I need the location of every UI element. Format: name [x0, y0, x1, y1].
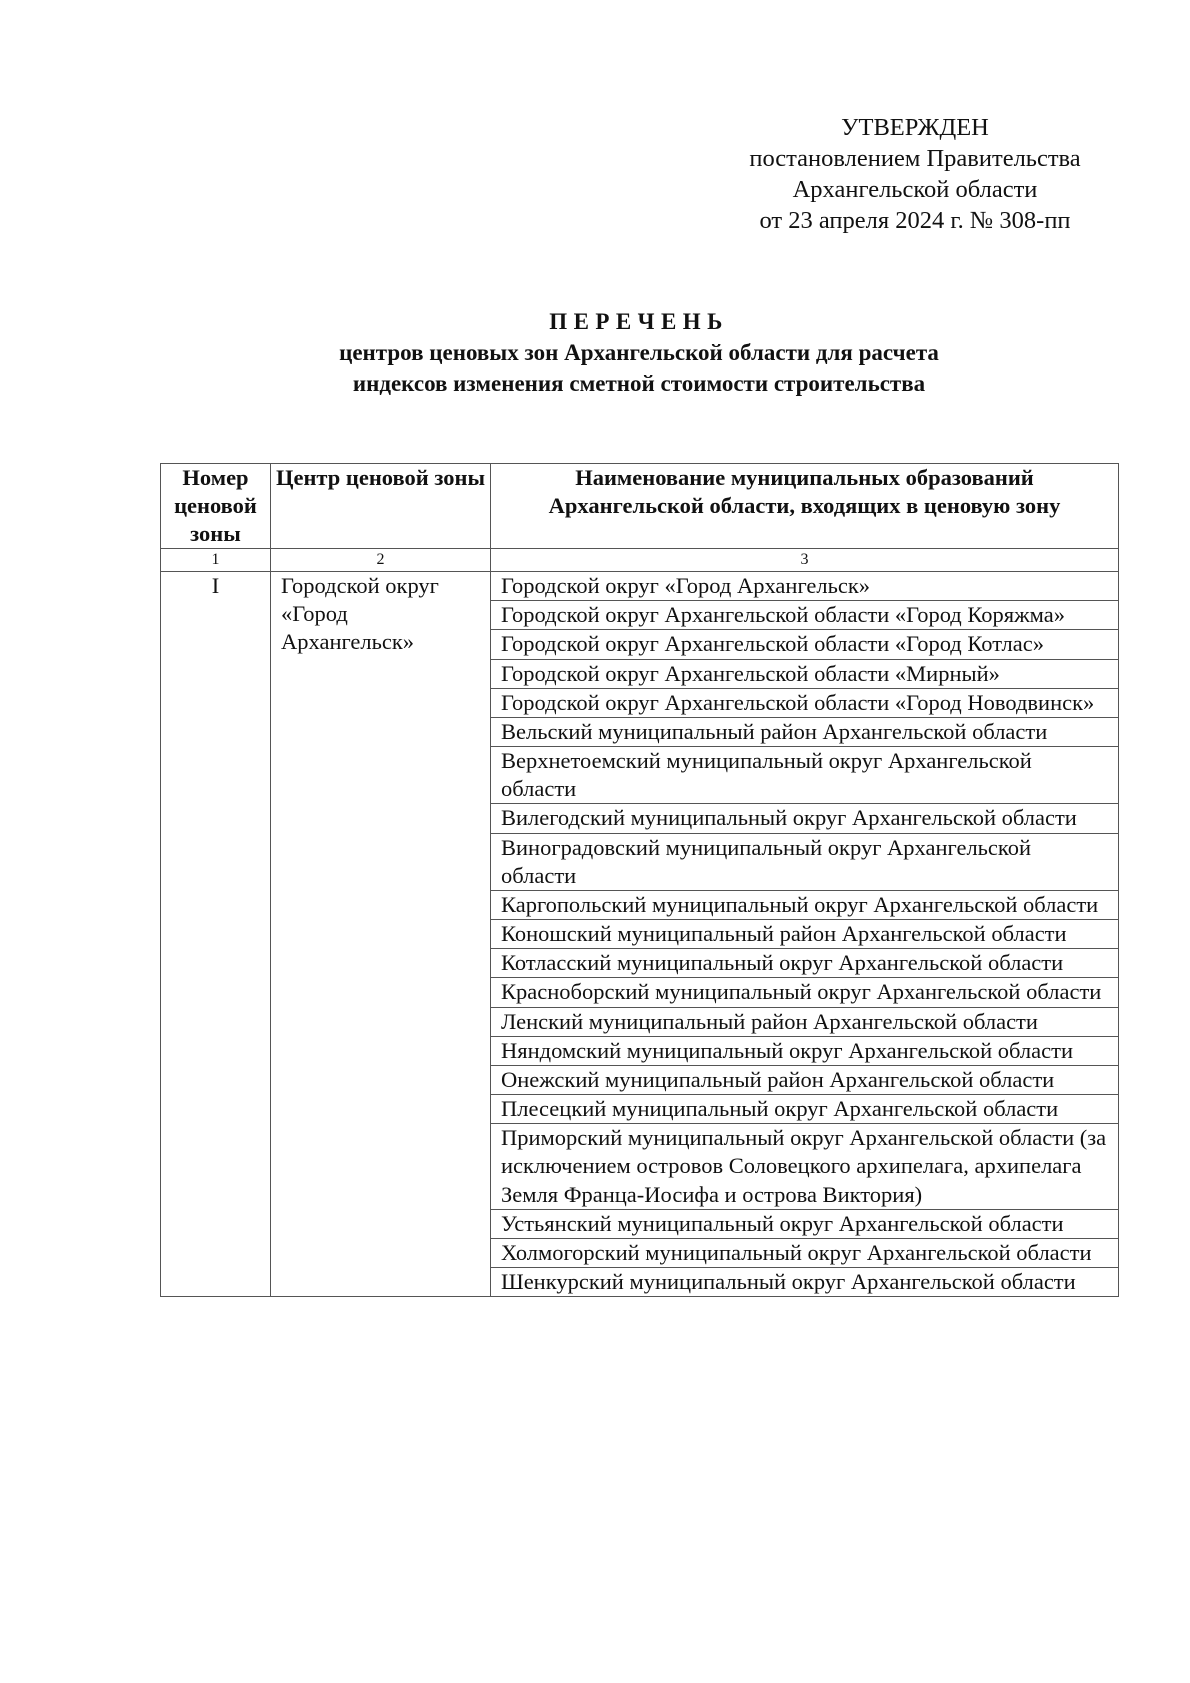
title-heading: ПЕРЕЧЕНЬ: [549, 309, 729, 334]
zone-number: I: [161, 572, 271, 1297]
municipality-name: Вельский муниципальный район Архангельской области: [491, 717, 1119, 746]
approval-line: постановлением Правительства: [749, 145, 1081, 172]
zone-center: Городской округ «Город Архангельск»: [271, 572, 491, 1297]
municipality-name: Красноборский муниципальный округ Архангельской области: [491, 978, 1119, 1007]
municipality-name: Виноградовский муниципальный округ Архангельской области: [491, 833, 1119, 890]
approval-line: Архангельской области: [792, 176, 1038, 203]
table-header-row: [161, 464, 1119, 549]
column-number: 1: [161, 549, 271, 572]
document-title: [160, 306, 1118, 399]
header-zone-center: Центр ценовой зоны: [271, 464, 491, 549]
header-zone-number: Номер ценовой зоны: [161, 464, 271, 549]
column-number-row: [161, 549, 1119, 572]
municipality-name: Каргопольский муниципальный округ Архангельской области: [491, 890, 1119, 919]
municipality-name: Онежский муниципальный район Архангельской области: [491, 1065, 1119, 1094]
municipality-name: Городской округ Архангельской области «Город Коряжма»: [491, 601, 1119, 630]
approval-line: УТВЕРЖДЕН: [841, 114, 989, 141]
municipality-name: Шенкурский муниципальный округ Архангельской области: [491, 1268, 1119, 1297]
price-zones-table: [160, 463, 1119, 1297]
municipality-name: Ленский муниципальный район Архангельской области: [491, 1007, 1119, 1036]
municipality-name: Плесецкий муниципальный округ Архангельской области: [491, 1095, 1119, 1124]
approval-stamp: [720, 112, 1110, 236]
municipality-name: Верхнетоемский муниципальный округ Архангельской области: [491, 747, 1119, 804]
table-row: [161, 572, 1119, 601]
header-municipalities: Наименование муниципальных образований Архангельской области, входящих в ценовую зону: [491, 464, 1119, 549]
title-subtitle-line: индексов изменения сметной стоимости строительства: [352, 371, 926, 396]
municipality-name: Холмогорский муниципальный округ Архангельской области: [491, 1238, 1119, 1267]
column-number: 2: [271, 549, 491, 572]
municipality-name: Вилегодский муниципальный округ Архангельской области: [491, 804, 1119, 833]
municipality-name: Городской округ «Город Архангельск»: [491, 572, 1119, 601]
municipality-name: Городской округ Архангельской области «Город Новодвинск»: [491, 688, 1119, 717]
approval-line: от 23 апреля 2024 г. № 308-пп: [759, 207, 1071, 234]
municipality-name: Няндомский муниципальный округ Архангельской области: [491, 1036, 1119, 1065]
municipality-name: Устьянский муниципальный округ Архангельской области: [491, 1209, 1119, 1238]
municipality-name: Приморский муниципальный округ Архангельской области (за исключением островов Соловецкого архипелага, архипелага Земля Франца-Иосифа и острова Виктория): [491, 1124, 1119, 1210]
municipality-name: Городской округ Архангельской области «Мирный»: [491, 659, 1119, 688]
title-subtitle-line: центров ценовых зон Архангельской области для расчета: [339, 340, 939, 365]
municipality-name: Городской округ Архангельской области «Город Котлас»: [491, 630, 1119, 659]
municipality-name: Коношский муниципальный район Архангельской области: [491, 920, 1119, 949]
column-number: 3: [491, 549, 1119, 572]
municipality-name: Котласский муниципальный округ Архангельской области: [491, 949, 1119, 978]
